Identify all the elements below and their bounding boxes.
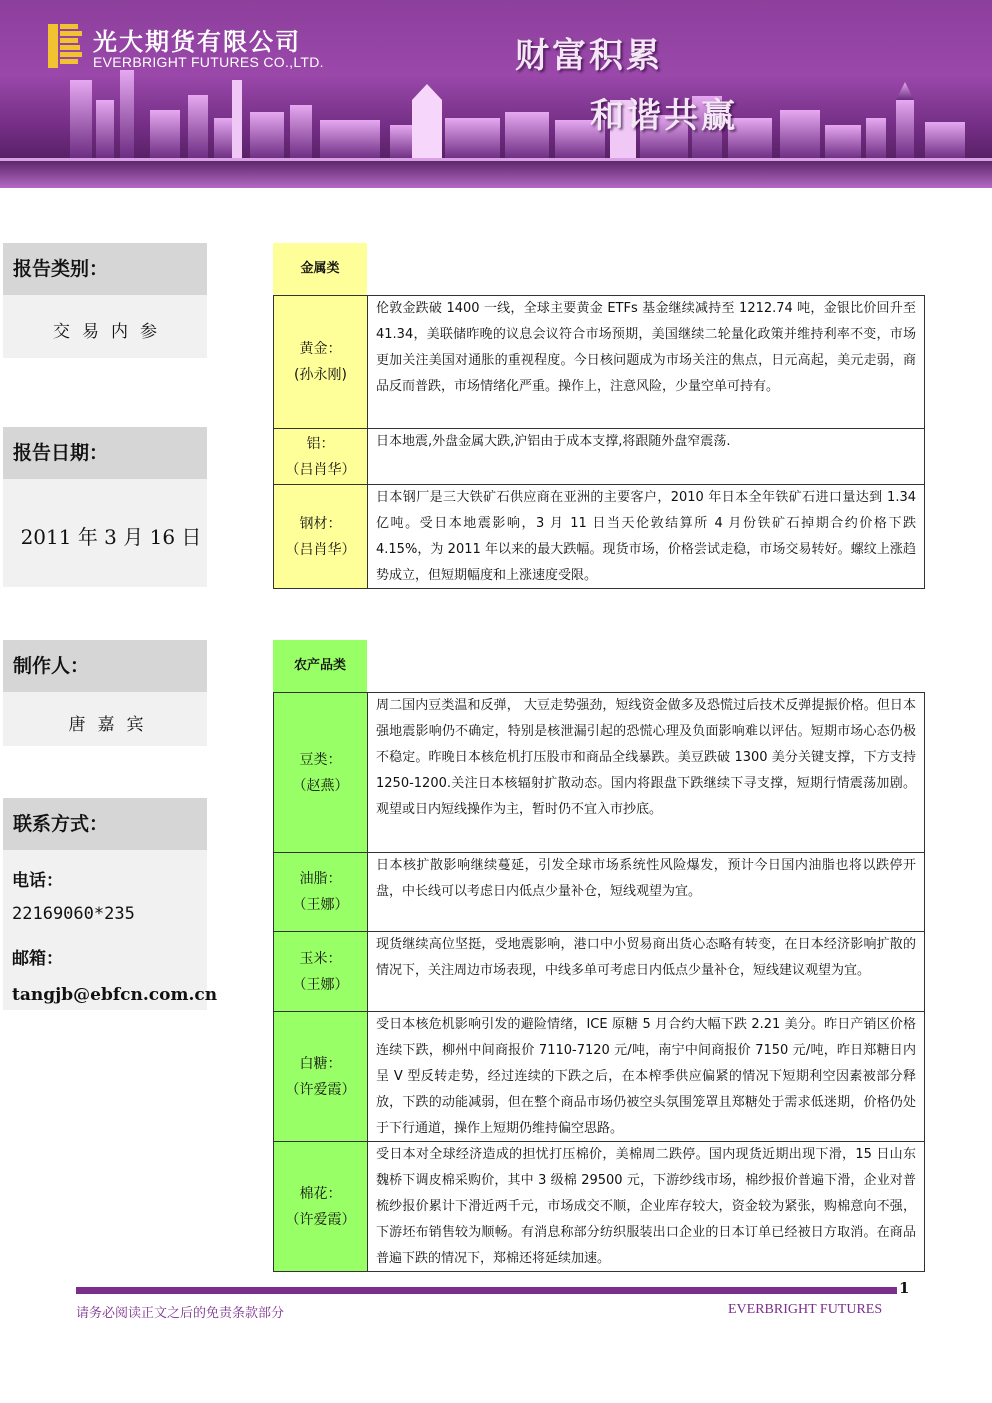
phone-label: 电话： <box>12 871 63 891</box>
agriculture-table <box>273 692 925 1272</box>
commodity-name: 钢材： <box>299 515 342 532</box>
table-row <box>274 693 924 852</box>
footer-disclaimer: 请务必阅读正文之后的免责条款部分 <box>76 1306 285 1321</box>
author-label: 制作人： <box>3 640 207 692</box>
commodity-cell <box>274 693 368 852</box>
email-value: tangjb@ebfcn.com.cn <box>12 985 218 1005</box>
commodity-cell <box>274 1142 368 1271</box>
commodity-name: 油脂： <box>299 871 342 887</box>
report-type-value: 交易内参 <box>53 322 169 342</box>
report-date-box <box>3 479 207 587</box>
analyst-name: （吕肖华） <box>285 461 356 478</box>
commodity-commentary: 现货继续高位坚挺，受地震影响，港口中小贸易商出货心态略有转变，在日本经济影响扩散的情况下，关注周边市场表现，中线多单可考虑日内低点少量补仓，短线建议观望为宜。 <box>376 937 916 978</box>
commodity-name: 白糖： <box>299 1055 342 1072</box>
analyst-name: （王娜） <box>292 897 349 913</box>
table-row <box>274 484 924 588</box>
header-banner <box>0 0 992 188</box>
commodity-name: 黄金： <box>299 341 342 357</box>
table-row <box>274 428 924 484</box>
company-name-en: EVERBRIGHT FUTURES CO.,LTD. <box>93 54 324 70</box>
slogan-line-1: 财富积累 <box>515 36 663 76</box>
table-row <box>274 1011 924 1141</box>
report-date-value: 2011 年 3 月 16 日 <box>20 525 202 549</box>
analyst-name: （吕肖华） <box>285 541 356 558</box>
table-row <box>274 296 924 428</box>
metals-table <box>273 295 925 589</box>
commodity-name: 玉米： <box>299 950 342 967</box>
analyst-name: (孙永刚) <box>294 367 347 383</box>
report-date-label: 报告日期： <box>3 427 207 479</box>
commodity-name: 铝： <box>306 435 335 452</box>
category-metals: 金属类 <box>273 243 367 295</box>
commodity-commentary: 受日本对全球经济造成的担忧打压棉价，美棉周二跌停。国内现货近期出现下滑，15 日山东魏桥下调皮棉采购价，其中 3 级棉 29500 元，下游纱线市场，棉纱报价普遍下滑，企业对普梳纱报价累计下滑近两千元，市场成交不顺，企业库存较大，资金较为紧张，购棉意向不强，下游坯布销售较为顺畅。有消息称部分纺织服装出口企业的日本订单已经被日方取消。在商品普遍下跌的情况下，郑棉还将延续加速。 <box>376 1147 916 1266</box>
page-number: 1 <box>899 1279 910 1297</box>
commodity-cell <box>274 485 368 588</box>
commodity-cell <box>274 932 368 1011</box>
table-row <box>274 931 924 1011</box>
report-type-label: 报告类别： <box>3 243 207 295</box>
category-agriculture: 农产品类 <box>273 640 367 692</box>
contact-label: 联系方式： <box>3 798 207 850</box>
commodity-cell <box>274 429 368 484</box>
commodity-commentary: 受日本核危机影响引发的避险情绪，ICE 原糖 5 月合约大幅下跌 2.21 美分。昨日产销区价格连续下跌，柳州中间商报价 7110-7120 元/吨，南宁中间商报价 7150 元/吨，昨日郑糖日内呈 V 型反转走势，经过连续的下跌之后，在本榨季供应偏紧的情况下短期利空因素被部分释放，下跌的动能减弱，但在整个商品市场仍被空头氛围笼罩且郑糖处于需求低迷期，价格仍处于下行通道，操作上短期仍维持偏空思路。 <box>376 1017 916 1136</box>
phone-value: 22169060*235 <box>12 904 135 924</box>
commodity-commentary: 周二国内豆类温和反弹， 大豆走势强劲，短线资金做多及恐慌过后技术反弹提振价格。但日本强地震影响仍不确定，特别是核泄漏引起的恐慌心理及负面影响难以评估。短期市场心态仍极不稳定。昨晚日本核危机打压股市和商品全线暴跌。美豆跌破 1300 美分关键支撑，下方支持 1250-1200.关注日本核辐射扩散动态。国内将跟盘下跌继续下寻支撑，短期行情震荡加剧。观望或日内短线操作为主，暂时仍不宜入市抄底。 <box>376 698 916 817</box>
author-box <box>3 692 207 746</box>
commodity-commentary: 日本钢厂是三大铁矿石供应商在亚洲的主要客户，2010 年日本全年铁矿石进口量达到 1.34 亿吨。受日本地震影响，3 月 11 日当天伦敦结算所 4 月份铁矿石掉期合约价格下跌 4.15%，为 2011 年以来的最大跌幅。现货市场，价格尝试走稳，市场交易转好。螺纹上涨趋势成立，但短期幅度和上涨速度受限。 <box>376 490 916 583</box>
commodity-cell <box>274 1012 368 1141</box>
analyst-name: （许爱霞） <box>285 1081 356 1098</box>
slogan-line-2: 和谐共赢 <box>590 96 738 136</box>
company-logo-icon <box>48 24 82 68</box>
report-type-box <box>3 295 207 358</box>
analyst-name: （王娜） <box>292 976 349 993</box>
table-row <box>274 852 924 931</box>
analyst-name: （赵燕） <box>292 777 349 794</box>
commodity-cell <box>274 853 368 931</box>
commodity-cell <box>274 296 368 428</box>
email-label: 邮箱： <box>12 949 63 969</box>
footer-brand: EVERBRIGHT FUTURES <box>728 1302 883 1317</box>
commodity-name: 豆类： <box>299 751 342 768</box>
commodity-name: 棉花： <box>299 1185 342 1202</box>
author-value: 唐嘉宾 <box>68 715 156 735</box>
company-name-cn: 光大期货有限公司 <box>93 27 301 56</box>
footer-divider <box>76 1287 897 1294</box>
commodity-commentary: 日本核扩散影响继续蔓延，引发全球市场系统性风险爆发，预计今日国内油脂也将以跌停开盘，中长线可以考虑日内低点少量补仓，短线观望为宜。 <box>376 858 916 899</box>
commodity-commentary: 伦敦金跌破 1400 一线，全球主要黄金 ETFs 基金继续减持至 1212.74 吨，金银比价回升至 41.34，美联储昨晚的议息会议符合市场预期，美国继续二轮量化政策并维持利率不变，市场更加关注美国对通胀的重视程度。今日核问题成为市场关注的焦点，日元高起，美元走弱，商品反而普跌，市场情绪化严重。操作上，注意风险，少量空单可持有。 <box>376 301 916 394</box>
table-row <box>274 1141 924 1271</box>
commodity-commentary: 日本地震,外盘金属大跌,沪铝由于成本支撑,将跟随外盘窄震荡. <box>376 434 731 449</box>
analyst-name: （许爱霞） <box>285 1211 356 1228</box>
